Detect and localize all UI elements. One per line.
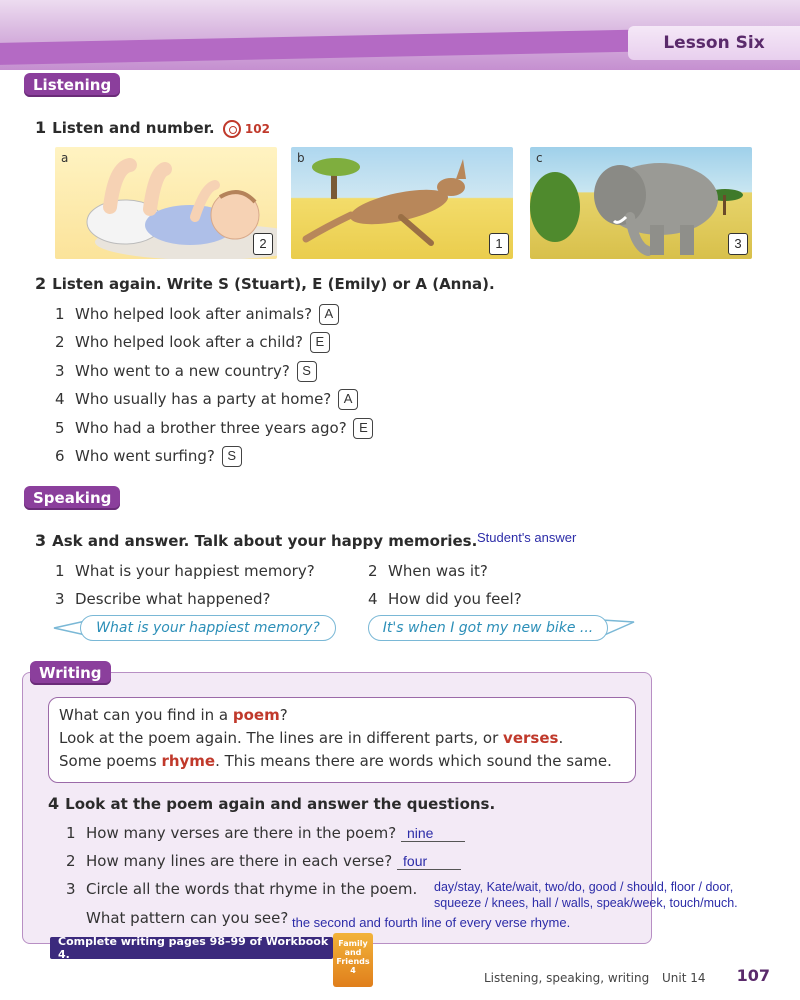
keyword-verses: verses xyxy=(503,729,559,747)
q4-rhyme-answer-line-2: squeeze / knees, hall / walls, speak/week, touch/much. xyxy=(434,896,738,910)
workbook-cover: Family and Friends 4 xyxy=(333,933,373,987)
info-line-3-end: . This means there are words which sound the same. xyxy=(215,752,612,770)
cd-audio-icon[interactable] xyxy=(223,120,241,138)
picture-a-answer[interactable]: 2 xyxy=(253,233,273,255)
q2-item-number: 1 xyxy=(55,305,65,323)
q3-item-text: Describe what happened? xyxy=(75,590,271,608)
q2-item-number: 3 xyxy=(55,362,65,380)
q3-item-text: When was it? xyxy=(388,562,488,580)
q3-heading xyxy=(35,531,477,550)
q3-item-text: How did you feel? xyxy=(388,590,522,608)
q3-item-number: 1 xyxy=(55,562,65,580)
q4-answer-lines[interactable]: four xyxy=(397,853,461,870)
picture-a xyxy=(55,147,277,259)
footer-unit: Unit 14 xyxy=(662,971,706,985)
picture-c-answer[interactable]: 3 xyxy=(728,233,748,255)
info-line-1 xyxy=(59,704,625,727)
poem-info-box xyxy=(48,697,636,783)
q4-pattern-question: What pattern can you see? xyxy=(86,909,289,927)
q3-item-number: 4 xyxy=(368,590,378,608)
workbook-reference: Complete writing pages 98–99 of Workbook 4. xyxy=(50,937,333,959)
header-stripe xyxy=(0,29,680,66)
q4-item-text: Circle all the words that rhyme in the poem. xyxy=(86,880,418,898)
lesson-title: Lesson Six xyxy=(628,26,800,60)
q4-item-text: How many lines are there in each verse? xyxy=(86,852,393,870)
q4-item xyxy=(66,880,417,898)
elephant-illustration xyxy=(530,147,752,259)
q2-item-number: 2 xyxy=(55,333,65,351)
q3-text: Ask and answer. Talk about your happy memories. xyxy=(52,532,478,550)
section-listening: Listening xyxy=(24,73,120,97)
q2-answer-box[interactable]: E xyxy=(353,418,373,439)
q3-item-text: What is your happiest memory? xyxy=(75,562,315,580)
q2-item-number: 6 xyxy=(55,447,65,465)
q2-answer-box[interactable]: E xyxy=(310,332,330,353)
q4-rhyme-answer-line-1: day/stay, Kate/wait, two/do, good / should, floor / door, xyxy=(434,880,734,894)
q2-item-text: Who helped look after animals? xyxy=(75,305,313,323)
q4-number: 4 xyxy=(48,794,60,813)
q2-answer-box[interactable]: S xyxy=(297,361,317,382)
q1-number: 1 xyxy=(35,118,47,137)
q4-pattern-answer: the second and fourth line of every verse rhyme. xyxy=(292,915,571,930)
info-line-1-end: ? xyxy=(279,706,288,724)
picture-c xyxy=(530,147,752,259)
picture-b xyxy=(291,147,513,259)
q2-item xyxy=(55,446,242,467)
q2-item xyxy=(55,418,373,439)
q2-number: 2 xyxy=(35,274,47,293)
q2-heading xyxy=(35,274,495,293)
q3-item-number: 3 xyxy=(55,590,65,608)
q4-text: Look at the poem again and answer the questions. xyxy=(65,795,496,813)
q3-item xyxy=(55,562,315,580)
q2-item xyxy=(55,304,339,325)
kangaroo-illustration xyxy=(291,147,513,259)
info-line-3 xyxy=(59,750,625,773)
q2-answer-box[interactable]: A xyxy=(319,304,339,325)
section-writing: Writing xyxy=(30,661,111,685)
q4-item-number: 2 xyxy=(66,852,76,870)
q4-item xyxy=(66,852,461,870)
q2-item-text: Who went surfing? xyxy=(75,447,215,465)
info-line-2 xyxy=(59,727,625,750)
speech-bubble-answer: It's when I got my new bike ... xyxy=(368,615,608,641)
q3-item xyxy=(368,590,522,608)
q3-student-answer-note: Student's answer xyxy=(477,530,577,545)
picture-b-letter: b xyxy=(297,151,305,165)
q2-item-text: Who had a brother three years ago? xyxy=(75,419,347,437)
picture-a-letter: a xyxy=(61,151,69,165)
q1-text: Listen and number. xyxy=(52,119,215,137)
q4-heading xyxy=(48,794,495,813)
baby-illustration xyxy=(55,147,277,259)
q2-item-number: 5 xyxy=(55,419,65,437)
q1-heading xyxy=(35,118,270,138)
info-line-1-text: What can you find in a xyxy=(59,706,233,724)
q2-item-number: 4 xyxy=(55,390,65,408)
q1-track: 102 xyxy=(244,121,270,136)
info-line-2-end: . xyxy=(558,729,564,747)
q4-item-number: 1 xyxy=(66,824,76,842)
q2-item xyxy=(55,361,317,382)
picture-b-answer[interactable]: 1 xyxy=(489,233,509,255)
info-line-3-text: Some poems xyxy=(59,752,162,770)
q2-item xyxy=(55,389,358,410)
info-line-2-text: Look at the poem again. The lines are in different parts, or xyxy=(59,729,504,747)
q3-item-number: 2 xyxy=(368,562,378,580)
q2-item xyxy=(55,332,330,353)
speech-bubble-question: What is your happiest memory? xyxy=(80,615,336,641)
q2-text: Listen again. Write S (Stuart), E (Emily) or A (Anna). xyxy=(52,275,495,293)
q4-item-number: 3 xyxy=(66,880,76,898)
q2-answer-box[interactable]: A xyxy=(338,389,358,410)
footer-topics: Listening, speaking, writing xyxy=(484,971,650,985)
q2-answer-box[interactable]: S xyxy=(222,446,242,467)
q2-item-text: Who helped look after a child? xyxy=(75,333,303,351)
section-speaking: Speaking xyxy=(24,486,120,510)
q3-item xyxy=(368,562,488,580)
q3-item xyxy=(55,590,271,608)
q4-item-text: How many verses are there in the poem? xyxy=(86,824,397,842)
q4-item xyxy=(66,824,465,842)
q3-number: 3 xyxy=(35,531,47,550)
q4-answer-verses[interactable]: nine xyxy=(401,825,465,842)
q2-item-text: Who usually has a party at home? xyxy=(75,390,332,408)
keyword-rhyme: rhyme xyxy=(161,752,216,770)
keyword-poem: poem xyxy=(232,706,280,724)
picture-c-letter: c xyxy=(536,151,543,165)
page-number: 107 xyxy=(736,966,770,985)
q2-item-text: Who went to a new country? xyxy=(75,362,290,380)
